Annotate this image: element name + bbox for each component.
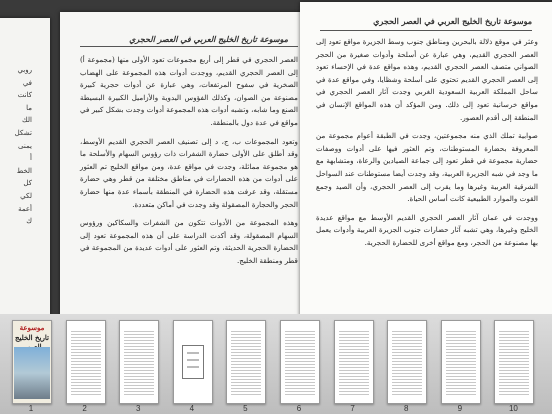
text-fragment: أعمة [18,204,32,213]
header-rule [320,30,532,31]
front-page[interactable] [300,2,552,338]
left-page[interactable] [0,18,50,318]
page-number-label: 9 [457,404,463,413]
thumbnail-text-lines [339,329,369,395]
paragraph: وهذه المجموعة من الأدوات تتكون من الشفرات والسكاكين ورؤوس السهام المصقولة، وقد أكدت الدراسة على أن هذه المجموعة تعود إلى الحضارة الحجرية الحديثة، وتم العثور على أدوات عديدة من المجموعة في قطر ومنطقة الخليج. [80,218,298,265]
page-thumbnail-10[interactable] [494,320,534,404]
text-fragment: لكي [20,191,32,200]
text-fragment: أ [30,154,32,163]
page-number-label: 5 [243,404,248,413]
thumbnail-text-lines [71,329,101,395]
page-number-label: 10 [508,404,518,413]
middle-page-header: موسوعة تاريخ الخليج العربي في العصر الحجري [129,34,288,44]
cover-subtitle: تاريخ الخليج [15,333,49,342]
paragraph: وتعود المجموعات ب، ج، د إلى تصنيف العصر الحجري القديم الأوسط، وقد أطلق على الأولى حضارة الشفرات ذات رؤوس السهام والأسلحة ما هو مجموعة مماثلة، وجدت في مواقع عدة، ومن مواقع الخليج تم العثور على أدوات من هذه الحضارات في مناطق مختلفة من قطر وهي حضارة مستقلة، وقد عرفت هذه الحضارة في المنطقة بأسماء عدة منها حضارة الحجر والحجارة المصقولة وقد وجدت في أماكن متعددة. [80,136,298,209]
paragraph: صوابية تملك الذي منه مجموعتين، وجدت في الطبقة أعوام مجموعة من المعروفة بحضارة المستوطنات، وتم العثور فيها على أدوات ووصفات حضارية مجموعة في قطر تعود إلى جماعة الصيادين والرعاة، ومتشابهة مع ما وجد في شبه الجزيرة العربية، وقد وجدت أيضا مستوطنات عند السواحل الشرقية العربية وغيرها وما يقرب إلى العصر الحجري، وأن الصيد وجمع القوت والموارد الطبيعية كانت أساس الحياة. [316,131,538,204]
thumbnail-text-lines [124,329,154,395]
thumbnail-text-lines [392,329,422,395]
thumbnail-strip [0,314,552,414]
page-number-label: 1 [28,404,34,413]
text-fragment: يمنى [18,141,32,150]
paragraph: وعثر في موقع ذلالة بالبحرين ومناطق جنوب وسط الجزيرة مواقع تعود إلى العصر الحجري القديم، وهي عبارة عن أسلحة وأدوات صغيرة من الحجر الصواني متصف العصر الحجري القديم، وهذه مواقع عدة في الإحساء تعود إلى العصر الحجري القديم تحتوي على أسلحة وشظايا، وفي مواقع عدة في ساحل المملكة العربية السعودية الغربي وجدت آثار العصر الحجري في مواقع خرسانية تعود إلى ذلك. ومن المؤكد أن هذه المواقع الإنسان في المنطقة إلى أقدم العصور. [316,37,538,122]
page-number-label: 4 [189,404,195,413]
paragraph: العصر الحجري في قطر إلى أربع مجموعات تعود الأولى منها (مجموعة أ) إلى العصر الحجري القديم، ووجدت أدوات هذه المجموعة على الهضاب الصخرية في سفوح المرتفعات، وهي عبارة عن أدوات حجرية كبيرة مصنوعة من الصوان، وكذلك الفؤوس اليدوية والأزاميل الكبيرة البسيطة الصنع وما شابه، وتشبه أدوات هذه المجموعة أدوات وجدت بشكل كبير في مواقع في عدة دول بالمنطقة. [80,55,298,127]
cover-image [14,347,50,399]
paragraph: ووجدت في عمان آثار العصر الحجري القديم الأوسط مع مواقع عديدة الخليج وغيرها، وهي تشبه آثار حضارات جنوب الجزيرة العربية وأدوات يعمل بها مصنوعة من الحجر، ومع مواقع أخرى للحضارة الحجرية. [316,212,538,247]
page-thumbnail-9[interactable] [441,320,481,404]
thumbnail-text-lines [285,329,315,395]
text-fragment: الك [22,116,32,125]
thumbnail-text-lines [446,329,476,395]
text-fragment: روبي [17,66,32,74]
front-page-header: موسوعة تاريخ الخليج العربي في العصر الحجري [373,16,532,26]
page-number-label: 8 [403,404,409,413]
page-thumbnail-6[interactable] [280,320,320,404]
page-number-label: 3 [135,404,141,413]
thumbnail-text-lines [231,329,261,395]
text-fragment: الخط [16,166,32,175]
text-fragment: في [22,78,32,87]
page-number-label: 6 [296,404,302,413]
page-thumbnail-8[interactable] [387,320,427,404]
page-number-label: 2 [82,404,87,413]
page-thumbnail-7[interactable] [334,320,374,404]
text-fragment: تشكل [14,128,32,137]
page-number-label: 7 [350,404,355,413]
thumbnail-text-lines [499,329,529,395]
cover-title: موسوعة [19,323,45,332]
header-rule [80,46,298,47]
middle-page[interactable] [60,12,318,330]
text-fragment: كانت [17,91,32,100]
left-page-text [0,64,32,228]
page-thumbnail-3[interactable] [119,320,159,404]
front-page-body [316,36,538,256]
page-thumbnail-1[interactable] [12,320,52,404]
title-box [182,345,204,379]
page-thumbnail-4[interactable] [173,320,213,404]
page-thumbnail-5[interactable] [226,320,266,404]
text-fragment: ما [26,103,32,112]
text-fragment: ك [26,217,32,226]
text-fragment: كل [23,179,32,188]
page-thumbnail-2[interactable] [66,320,106,404]
middle-page-body [80,54,298,274]
